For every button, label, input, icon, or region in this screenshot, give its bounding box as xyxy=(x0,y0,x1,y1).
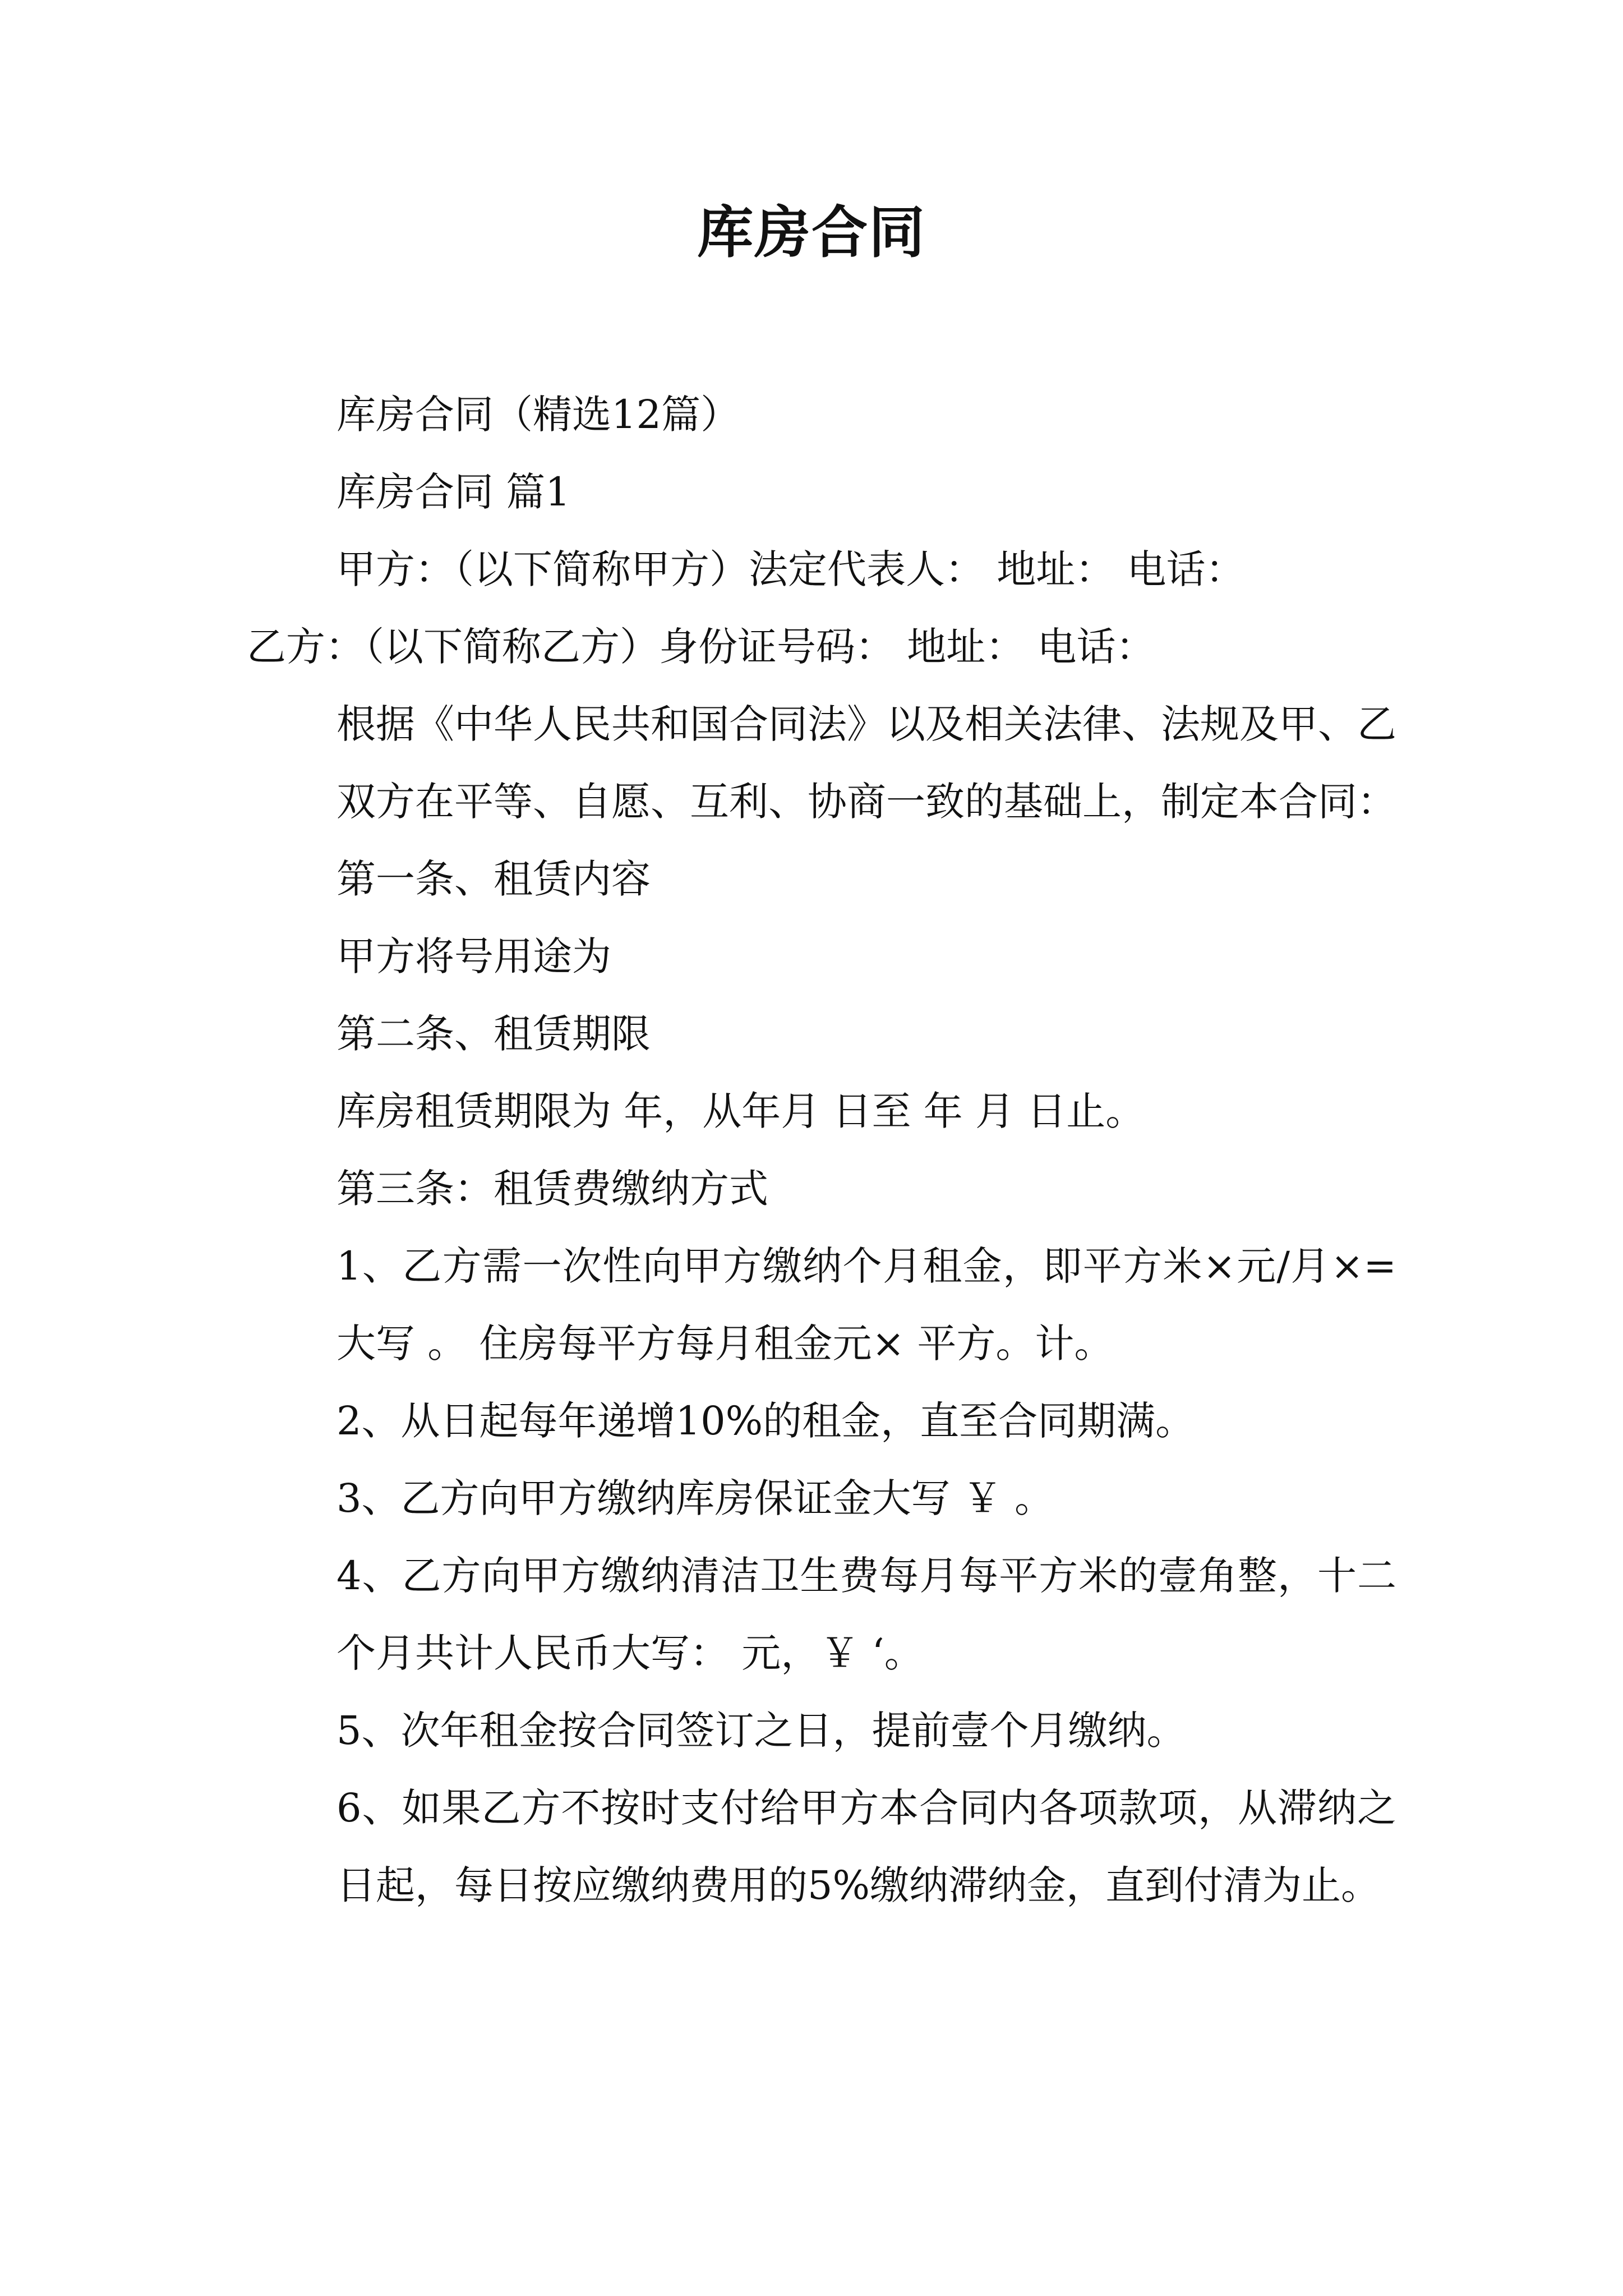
clause-3: 3、乙方向甲方缴纳库房保证金大写 ￥ 。 xyxy=(336,1475,1054,1521)
clause-6: 6、如果乙方不按时支付给甲方本合同内各项款项，从滞纳之日起，每日按应缴纳费用的5%缴纳滞纳金，直到付清为止。 xyxy=(336,1785,1396,1908)
party-a-line: 甲方：（以下简称甲方）法定代表人： 地址： 电话： xyxy=(336,546,1245,592)
article-1-text: 甲方将号用途为 xyxy=(336,933,611,979)
clause-1: 1、乙方需一次性向甲方缴纳个月租金，即平方米×元/月×=大写 。 住房每平方每月租金元× 平方。计。 xyxy=(336,1243,1396,1366)
preamble-paragraph: 根据《中华人民共和国合同法》以及相关法律、法规及甲、乙双方在平等、自愿、互利、协商一致的基础上，制定本合同： xyxy=(336,701,1396,825)
section-heading: 库房合同 篇1 xyxy=(336,469,570,515)
clause-4: 4、乙方向甲方缴纳清洁卫生费每月每平方米的壹角整，十二个月共计人民币大写： 元，￥ ‘。 xyxy=(336,1553,1396,1676)
article-3-heading: 第三条：租赁费缴纳方式 xyxy=(336,1166,768,1212)
article-2-text: 库房租赁期限为 年，从年月 日至 年 月 日止。 xyxy=(336,1088,1145,1134)
clause-2: 2、从日起每年递增10%的租金，直至合同期满。 xyxy=(336,1398,1195,1444)
party-b-line: 乙方：（以下简称乙方）身份证号码： 地址： 电话： xyxy=(247,624,1155,670)
document-title: 库房合同 xyxy=(697,200,926,265)
clause-5: 5、次年租金按合同签订之日，提前壹个月缴纳。 xyxy=(336,1708,1186,1754)
article-2-heading: 第二条、租赁期限 xyxy=(336,1011,651,1057)
document-body xyxy=(247,376,1396,1924)
subtitle: 库房合同（精选12篇） xyxy=(336,392,740,438)
article-1-heading: 第一条、租赁内容 xyxy=(336,856,651,902)
